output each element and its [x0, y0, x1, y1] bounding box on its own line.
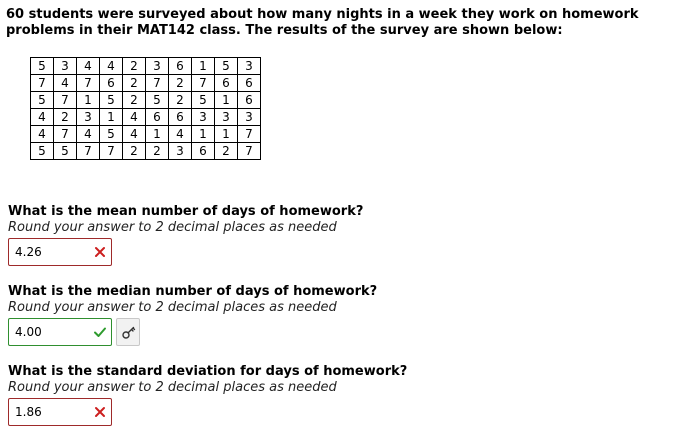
table-cell: 3 — [238, 109, 261, 126]
table-cell: 7 — [238, 143, 261, 160]
table-cell: 4 — [31, 109, 54, 126]
table-cell: 3 — [238, 58, 261, 75]
table-cell: 1 — [100, 109, 123, 126]
question-mean-hint: Round your answer to 2 decimal places as needed — [8, 220, 337, 235]
question-standard-deviation-title: What is the standard deviation for days of homework? — [8, 364, 408, 379]
table-cell: 1 — [215, 126, 238, 143]
table-cell: 7 — [100, 143, 123, 160]
table-cell: 1 — [192, 58, 215, 75]
table-cell: 5 — [31, 92, 54, 109]
table-cell: 2 — [146, 143, 169, 160]
key-icon — [121, 325, 137, 341]
table-cell: 7 — [31, 75, 54, 92]
table-cell: 7 — [54, 126, 77, 143]
table-cell: 7 — [238, 126, 261, 143]
table-cell: 2 — [54, 109, 77, 126]
table-cell: 6 — [169, 109, 192, 126]
table-cell: 7 — [77, 75, 100, 92]
table-row — [31, 109, 261, 126]
question-mean — [8, 204, 364, 259]
table-cell: 3 — [192, 109, 215, 126]
table-cell: 2 — [169, 92, 192, 109]
median-answer-field[interactable] — [8, 318, 112, 346]
table-cell: 2 — [215, 143, 238, 160]
question-standard-deviation — [8, 364, 408, 419]
table-row — [31, 126, 261, 143]
table-cell: 1 — [77, 92, 100, 109]
question-median — [8, 284, 378, 339]
table-cell: 5 — [31, 143, 54, 160]
table-row — [31, 75, 261, 92]
question-mean-title: What is the mean number of days of homework? — [8, 204, 364, 219]
table-cell: 6 — [215, 75, 238, 92]
problem-statement: 60 students were surveyed about how many nights in a week they work on homework problems in their MAT142 class. The results of the survey are shown below: — [6, 7, 639, 38]
table-row — [31, 143, 261, 160]
table-cell: 5 — [146, 92, 169, 109]
check-mark-icon — [93, 325, 107, 339]
table-cell: 1 — [192, 126, 215, 143]
table-cell: 6 — [146, 109, 169, 126]
table-cell: 7 — [54, 92, 77, 109]
table-cell: 2 — [123, 143, 146, 160]
table-cell: 5 — [31, 58, 54, 75]
table-row — [31, 92, 261, 109]
standard-deviation-answer-value: 1.86 — [15, 405, 42, 419]
table-cell: 7 — [192, 75, 215, 92]
show-answer-key-button[interactable] — [116, 318, 140, 346]
table-cell: 3 — [77, 109, 100, 126]
x-mark-icon — [93, 405, 107, 419]
table-cell: 1 — [215, 92, 238, 109]
table-cell: 4 — [169, 126, 192, 143]
table-cell: 3 — [54, 58, 77, 75]
standard-deviation-answer-field[interactable] — [8, 398, 112, 426]
table-cell: 4 — [31, 126, 54, 143]
table-cell: 2 — [169, 75, 192, 92]
table-cell: 6 — [238, 75, 261, 92]
table-cell: 5 — [192, 92, 215, 109]
table-cell: 7 — [146, 75, 169, 92]
x-mark-icon — [93, 245, 107, 259]
table-cell: 5 — [54, 143, 77, 160]
table-cell: 6 — [238, 92, 261, 109]
median-answer-value: 4.00 — [15, 325, 42, 339]
table-cell: 4 — [123, 109, 146, 126]
table-cell: 3 — [169, 143, 192, 160]
table-cell: 7 — [77, 143, 100, 160]
question-median-title: What is the median number of days of homework? — [8, 284, 378, 299]
table-cell: 1 — [146, 126, 169, 143]
table-cell: 4 — [77, 126, 100, 143]
table-cell: 6 — [169, 58, 192, 75]
table-row — [31, 58, 261, 75]
table-cell: 3 — [146, 58, 169, 75]
table-cell: 6 — [100, 75, 123, 92]
table-cell: 2 — [123, 92, 146, 109]
table-cell: 4 — [123, 126, 146, 143]
table-cell: 5 — [100, 92, 123, 109]
table-cell: 6 — [192, 143, 215, 160]
question-median-hint: Round your answer to 2 decimal places as needed — [8, 300, 337, 315]
table-cell: 5 — [215, 58, 238, 75]
table-cell: 2 — [123, 58, 146, 75]
table-cell: 2 — [123, 75, 146, 92]
mean-answer-field[interactable] — [8, 238, 112, 266]
table-cell: 5 — [100, 126, 123, 143]
table-cell: 3 — [215, 109, 238, 126]
table-cell: 4 — [54, 75, 77, 92]
table-cell: 4 — [100, 58, 123, 75]
survey-data-table — [30, 57, 261, 160]
mean-answer-value: 4.26 — [15, 245, 42, 259]
table-cell: 4 — [77, 58, 100, 75]
question-standard-deviation-hint: Round your answer to 2 decimal places as needed — [8, 380, 337, 395]
